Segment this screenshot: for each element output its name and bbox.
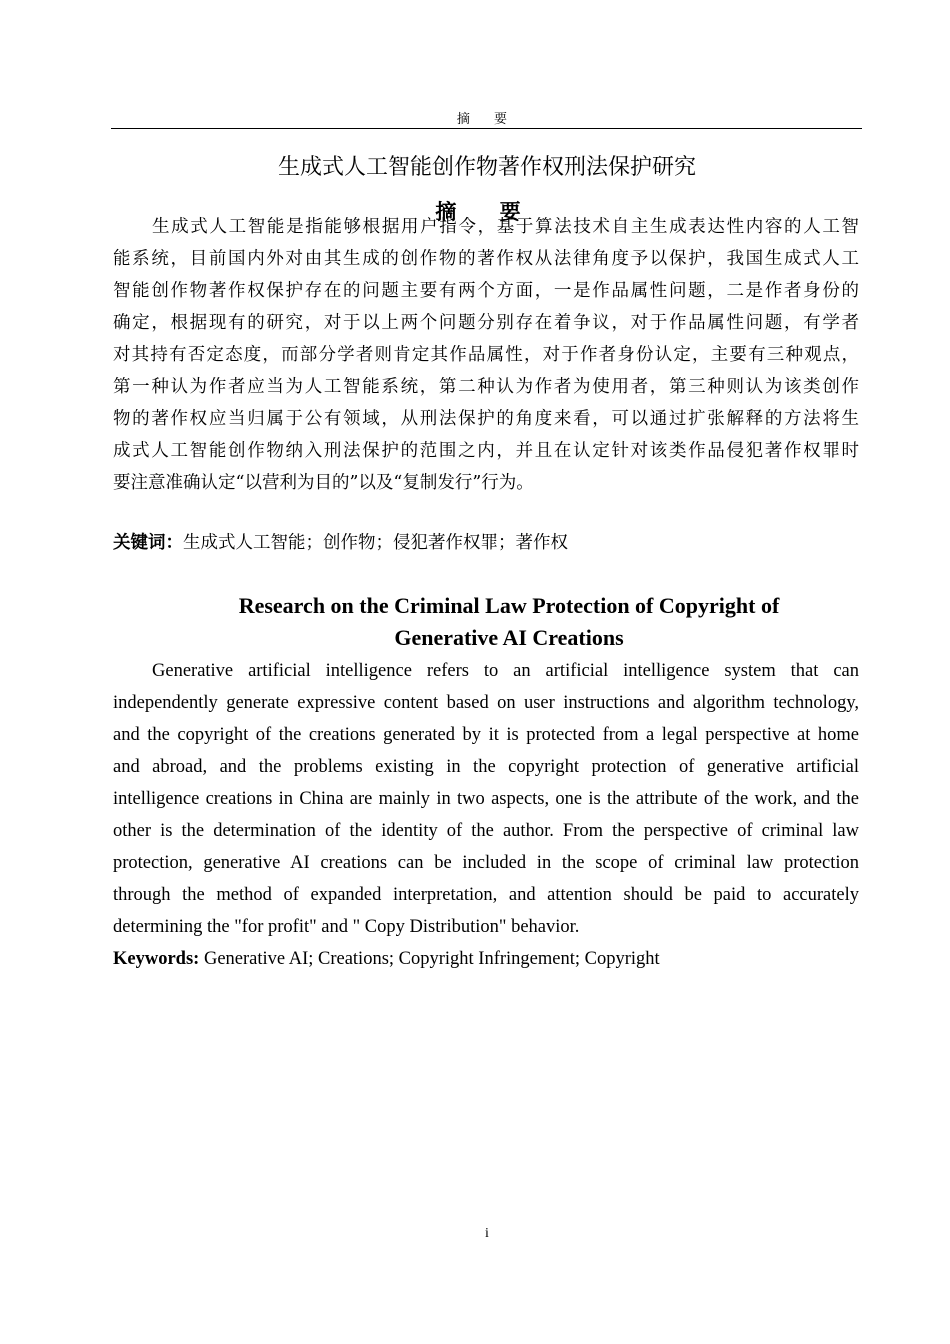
- chinese-abstract-body: [113, 211, 859, 499]
- header-rule: [111, 128, 862, 129]
- text-line: 对其持有否定态度，而部分学者则肯定其作品属性，对于作者身份认定，主要有三种观点，: [113, 345, 859, 365]
- text-line: and abroad, and the problems existing in the copyright protection of generative artificial: [113, 757, 859, 777]
- english-abstract-body: [113, 655, 859, 943]
- english-title: [0, 590, 950, 654]
- text-line: Generative artificial intelligence refers to an artificial intelligence system that can: [152, 661, 859, 681]
- text-line: intelligence creations in China are mainly in two aspects, one is the attribute of the work, and the: [113, 789, 859, 809]
- text-line: 能系统，目前国内外对由其生成的创作物的著作权从法律角度予以保护，我国生成式人工: [113, 249, 859, 269]
- text-line: 要注意准确认定“以营利为目的”以及“复制发行”行为。: [113, 473, 534, 493]
- text-line: 生成式人工智能是指能够根据用户指令，基于算法技术自主生成表达性内容的人工智: [152, 217, 859, 237]
- text-line: and the copyright of the creations generated by it is protected from a legal perspective at home: [113, 725, 859, 745]
- text-line: 成式人工智能创作物纳入刑法保护的范围之内，并且在认定针对该类作品侵犯著作权罪时: [113, 441, 859, 461]
- chinese-keywords-value: 生成式人工智能；创作物；侵犯著作权罪；著作权: [183, 533, 568, 553]
- text-line: independently generate expressive content based on user instructions and algorithm technology,: [113, 693, 859, 713]
- text-line: 智能创作物著作权保护存在的问题主要有两个方面，一是作品属性问题，二是作者身份的: [113, 281, 859, 301]
- chinese-keywords-label: 关键词：: [113, 533, 183, 553]
- english-keywords-label: Keywords:: [113, 949, 200, 969]
- english-title-line: Research on the Criminal Law Protection of Copyright of: [238, 593, 780, 618]
- running-header: 摘 要: [456, 112, 518, 127]
- english-keywords-value: Generative AI; Creations; Copyright Infringement; Copyright: [199, 949, 660, 969]
- english-title-line: Generative AI Creations: [394, 625, 624, 650]
- text-line: other is the determination of the identity of the author. From the perspective of criminal law: [113, 821, 859, 841]
- text-line: 第一种认为作者应当为人工智能系统，第二种认为作者为使用者，第三种则认为该类创作: [113, 377, 859, 397]
- english-keywords: [113, 943, 660, 975]
- text-line: 确定，根据现有的研究，对于以上两个问题分别存在着争议，对于作品属性问题，有学者: [113, 313, 859, 333]
- chinese-abstract-heading: 摘 要: [435, 200, 539, 224]
- chinese-title: 生成式人工智能创作物著作权刑法保护研究: [277, 155, 696, 180]
- page-number: i: [485, 1226, 489, 1241]
- text-line: through the method of expanded interpretation, and attention should be paid to accurately: [113, 885, 859, 905]
- text-line: 物的著作权应当归属于公有领域，从刑法保护的角度来看，可以通过扩张解释的方法将生: [113, 409, 859, 429]
- chinese-keywords: [113, 527, 568, 559]
- text-line: protection, generative AI creations can be included in the scope of criminal law protection: [113, 853, 859, 873]
- text-line: determining the "for profit" and " Copy Distribution" behavior.: [113, 917, 580, 937]
